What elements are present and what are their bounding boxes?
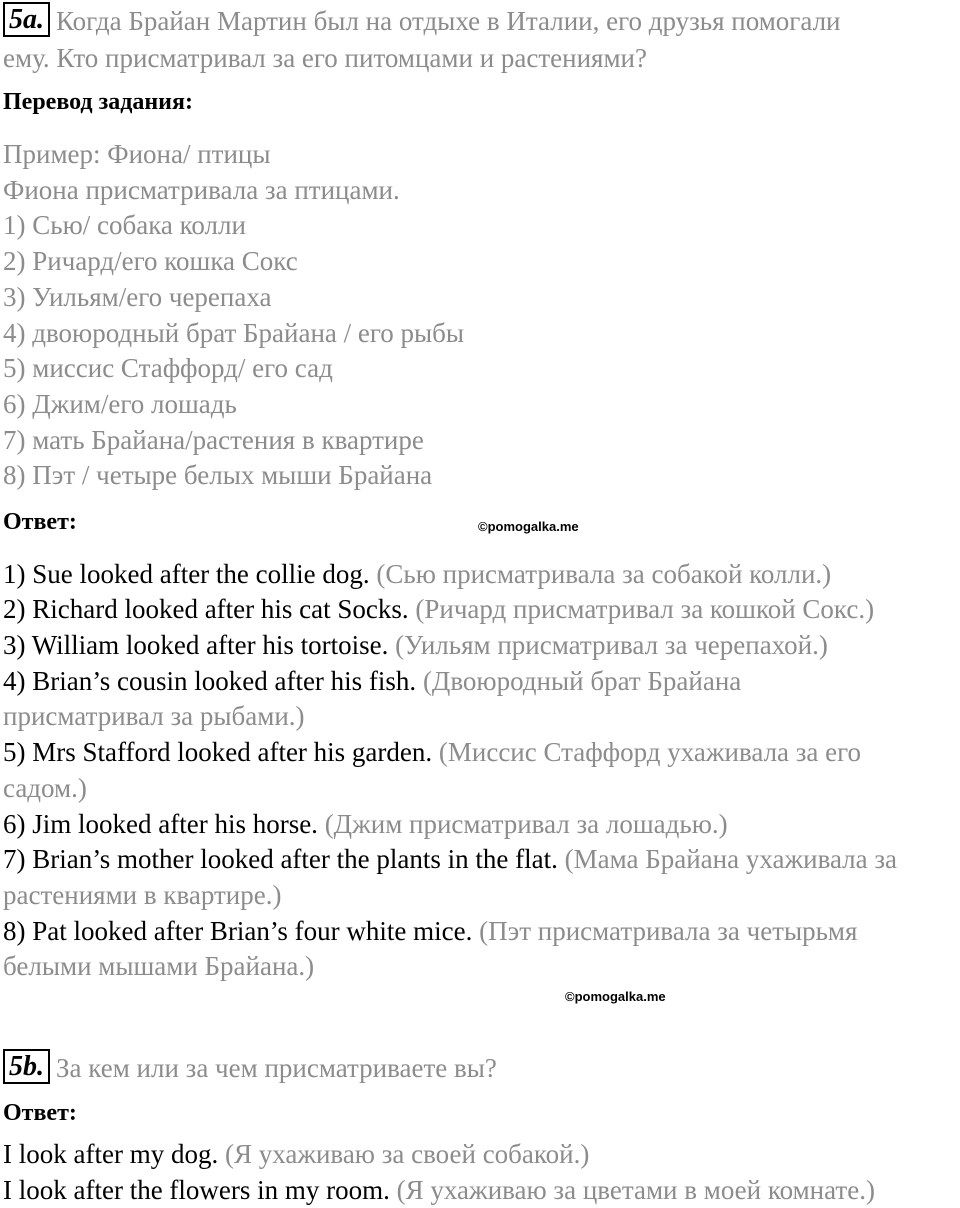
answer-en: 2) Richard looked after his cat Socks.: [3, 594, 409, 624]
task-5a-line-2: ему. Кто присматривал за его питомцами и растениями?: [3, 43, 647, 73]
answer-ru-continuation: садом.): [3, 773, 87, 803]
watermark: ©pomogalka.me: [478, 519, 579, 534]
task-5b-badge: 5b.: [3, 1049, 50, 1084]
task-5b-line: [3, 1049, 497, 1086]
answer-ru: (Пэт присматривала за четырьмя: [472, 916, 858, 946]
task-5b-text: За кем или за чем присматриваете вы?: [56, 1053, 497, 1083]
answer-en: 6) Jim looked after his horse.: [3, 809, 318, 839]
translation-line: Пример: Фиона/ птицы: [3, 139, 271, 169]
translation-heading: Перевод задания:: [3, 89, 193, 115]
answer-en: 5) Mrs Stafford looked after his garden.: [3, 737, 433, 767]
task-5a-text-1: Когда Брайан Мартин был на отдыхе в Италии, его друзья помогали: [56, 6, 841, 36]
task-5a-line-1: [3, 2, 841, 39]
answer-ru-continuation: белыми мышами Брайана.): [3, 951, 315, 981]
translation-line: 4) двоюродный брат Брайана / его рыбы: [3, 318, 465, 348]
answer-line: [3, 591, 874, 627]
answer2-line: [3, 1136, 589, 1172]
translation-line: 3) Уильям/его черепаха: [3, 282, 272, 312]
answer-ru: (Двоюродный брат Брайана: [416, 666, 742, 696]
translation-line: 5) миссис Стаффорд/ его сад: [3, 353, 333, 383]
watermark: ©pomogalka.me: [565, 989, 666, 1004]
answer-heading: Ответ:: [3, 509, 77, 535]
answer-ru: (Уильям присматривал за черепахой.): [388, 630, 828, 660]
answer-line: [3, 734, 861, 770]
answer-en: 7) Brian’s mother looked after the plants in the flat.: [3, 844, 558, 874]
answer-ru: (Ричард присматривал за кошкой Сокс.): [408, 594, 875, 624]
answer-line: [3, 627, 828, 663]
translation-line: 2) Ричард/его кошка Сокс: [3, 246, 298, 276]
answer2-ru: (Я ухаживаю за своей собакой.): [218, 1139, 590, 1169]
answer2-ru: (Я ухаживаю за цветами в моей комнате.): [389, 1175, 875, 1205]
answer2-en: I look after the flowers in my room.: [3, 1175, 390, 1205]
answer-line: [3, 806, 728, 842]
answer-en: 4) Brian’s cousin looked after his fish.: [3, 666, 417, 696]
translation-line: 6) Джим/его лошадь: [3, 389, 237, 419]
translation-line: Фиона присматривала за птицами.: [3, 175, 400, 205]
answer-ru-continuation: присматривал за рыбами.): [3, 701, 305, 731]
translation-line: 8) Пэт / четыре белых мыши Брайана: [3, 460, 433, 490]
task-5a-badge: 5a.: [3, 2, 50, 37]
answer-line: [3, 556, 831, 592]
translation-line: 7) мать Брайана/растения в квартире: [3, 425, 424, 455]
answer-ru: (Сью присматривала за собакой колли.): [369, 559, 832, 589]
answer-line: [3, 841, 897, 877]
answer-ru: (Джим присматривал за лошадью.): [317, 809, 728, 839]
answer2-en: I look after my dog.: [3, 1139, 219, 1169]
answer-en: 1) Sue looked after the collie dog.: [3, 559, 370, 589]
answer2-heading: Ответ:: [3, 1100, 77, 1126]
translation-line: 1) Сью/ собака колли: [3, 210, 246, 240]
answer-ru-continuation: растениями в квартире.): [3, 880, 282, 910]
answer-ru: (Миссис Стаффорд ухаживала за его: [432, 737, 862, 767]
answer2-line: [3, 1172, 875, 1208]
answer-line: [3, 913, 857, 949]
answer-ru: (Мама Брайана ухаживала за: [557, 844, 898, 874]
answer-en: 8) Pat looked after Brian’s four white mice.: [3, 916, 473, 946]
answer-en: 3) William looked after his tortoise.: [3, 630, 389, 660]
answer-line: [3, 663, 741, 699]
